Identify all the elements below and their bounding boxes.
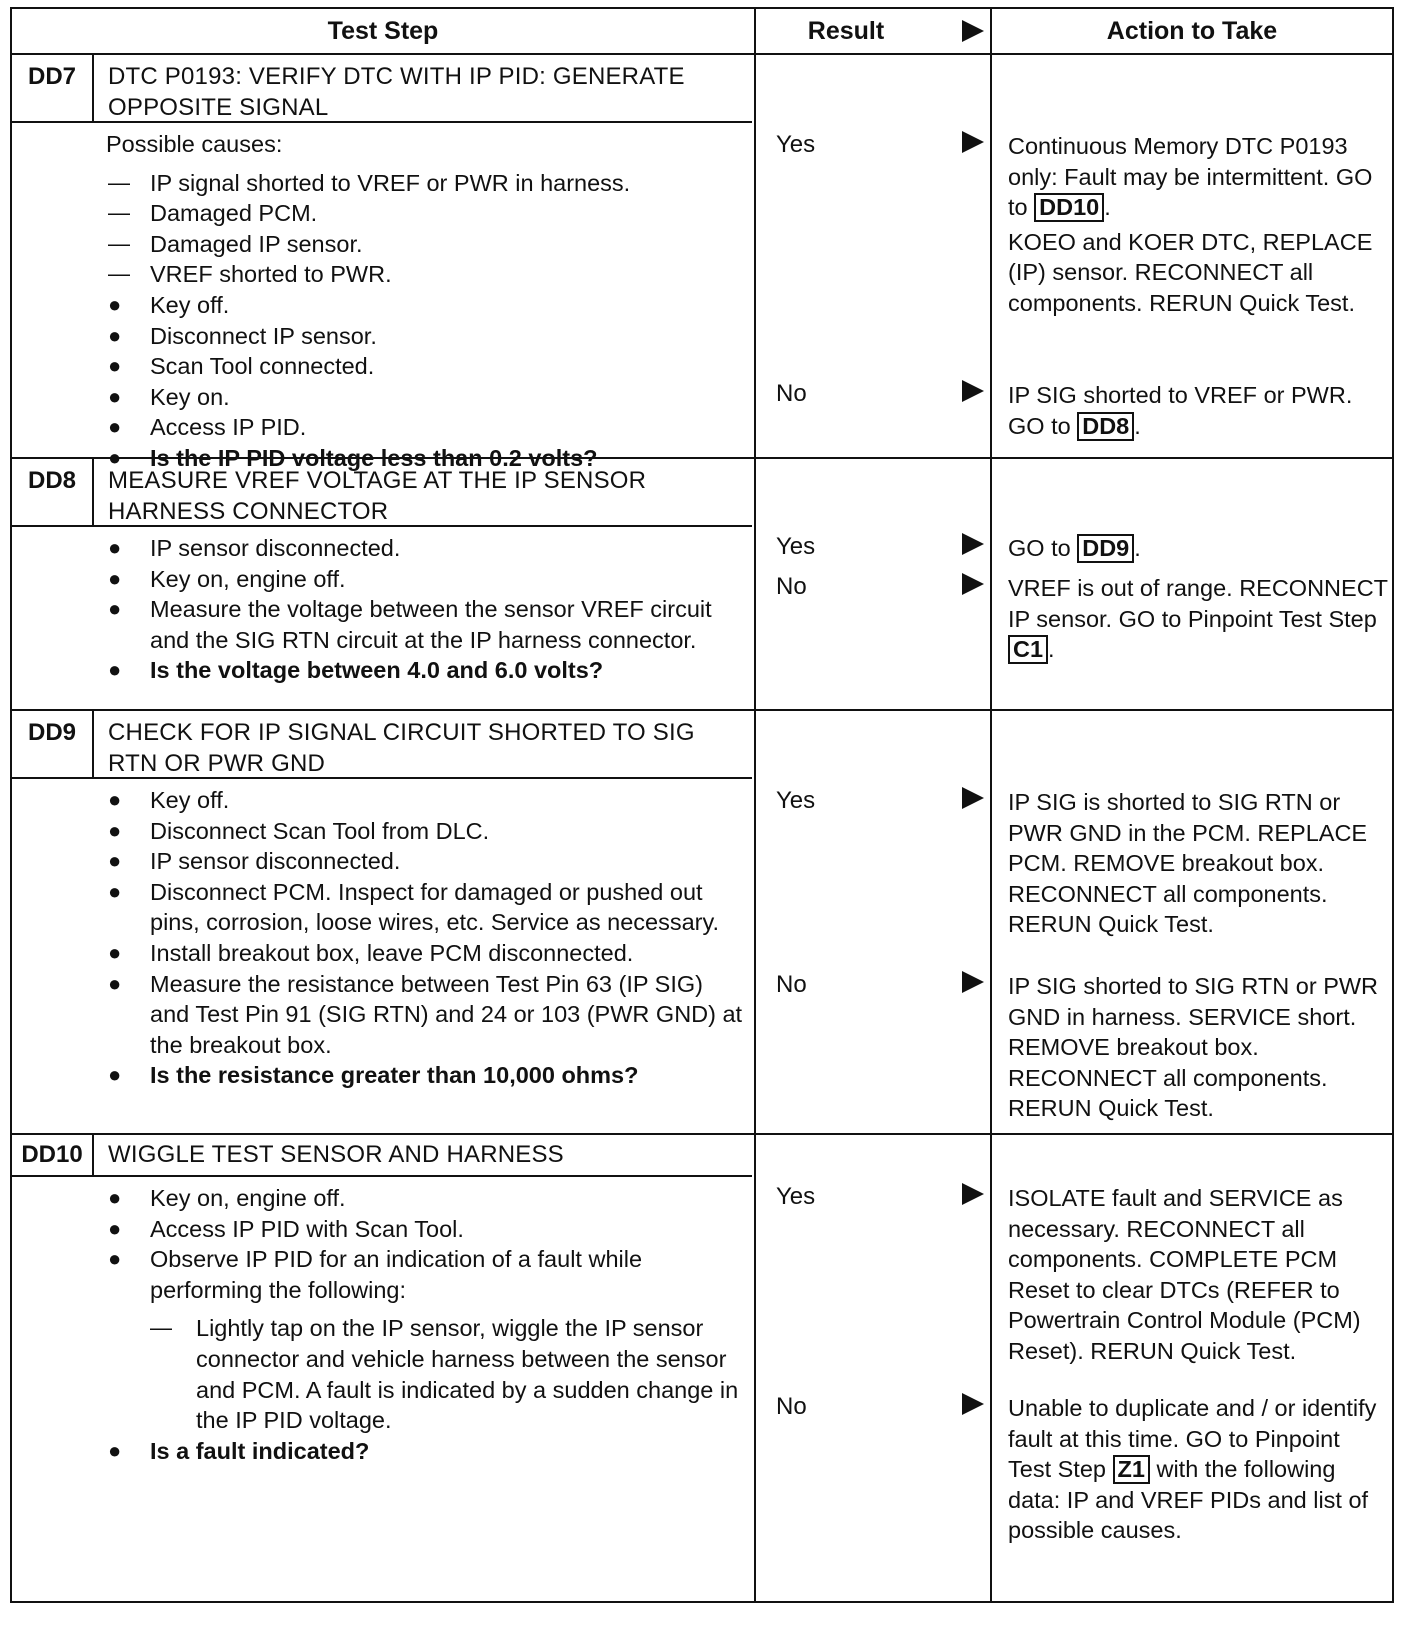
- list-item: ● Install breakout box, leave PCM disconnected.: [106, 938, 746, 969]
- ref-dd8[interactable]: DD8: [1077, 412, 1134, 441]
- bullet-icon: ●: [108, 444, 122, 470]
- ref-z1[interactable]: Z1: [1113, 1455, 1150, 1484]
- ref-c1[interactable]: C1: [1008, 635, 1048, 664]
- bullet-icon: ●: [108, 1437, 122, 1463]
- list-item: — IP signal shorted to VREF or PWR in harness.: [106, 168, 746, 199]
- list-item: ● Observe IP PID for an indication of a fault while performing the following:: [108, 1246, 643, 1303]
- dash-icon: —: [108, 230, 130, 256]
- bullet-icon: ●: [108, 565, 122, 591]
- table-header: [10, 7, 1394, 55]
- bullet-icon: ●: [108, 817, 122, 843]
- action-yes: GO to DD9 .: [1008, 535, 1141, 561]
- list-item: ● Access IP PID.: [106, 412, 746, 443]
- list-item: ● IP sensor disconnected.: [106, 533, 746, 564]
- step-title: WIGGLE TEST SENSOR AND HARNESS: [108, 1141, 564, 1168]
- bullet-icon: ●: [108, 535, 122, 560]
- bullet-icon: ●: [108, 322, 122, 348]
- step-id: DD10: [12, 1135, 94, 1175]
- step-body: [106, 785, 746, 1091]
- step-row-dd7: [10, 55, 1394, 471]
- result-yes: Yes: [776, 131, 816, 158]
- arrow-icon: [962, 1183, 984, 1205]
- bullet-icon: ●: [108, 1215, 122, 1241]
- action-yes: Continuous Memory DTC P0193 only: Fault may be intermittent. GO to DD10 . KOEO and KOER DTC, REPLACE (IP) sensor. RECONNECT all components. RERUN Quick Test.: [1008, 133, 1373, 316]
- action-yes: ISOLATE fault and SERVICE as necessary. RECONNECT all components. COMPLETE PCM Reset to clear DTCs (REFER to Powertrain Control Module (PCM) Reset). RERUN Quick Test.: [1008, 1185, 1361, 1364]
- step-id: DD9: [12, 711, 94, 777]
- bullet-icon: ●: [108, 383, 122, 409]
- arrow-icon: [962, 971, 984, 993]
- list-item: ● Key off.: [106, 785, 746, 816]
- bullet-icon: ●: [108, 414, 122, 440]
- step-row-dd9: [10, 711, 1394, 1135]
- result-yes: Yes: [776, 787, 816, 814]
- step-body: [106, 533, 746, 686]
- dash-icon: —: [150, 1315, 172, 1341]
- bullet-icon: ●: [108, 939, 122, 965]
- action-no: IP SIG shorted to SIG RTN or PWR GND in harness. SERVICE short. REMOVE breakout box. RECONNECT all components. RERUN Quick Test.: [1008, 973, 1379, 1122]
- step-row-dd10: [10, 1135, 1394, 1603]
- arrow-icon: [962, 533, 984, 555]
- bullet-icon: ●: [108, 787, 122, 812]
- list-item: ● Disconnect IP sensor.: [106, 321, 746, 352]
- arrow-icon: [962, 1393, 984, 1415]
- bullet-icon: ●: [108, 657, 122, 683]
- step-title: DTC P0193: VERIFY DTC WITH IP PID: GENERATE OPPOSITE SIGNAL: [108, 63, 685, 121]
- list-item: ● Key off.: [106, 290, 746, 321]
- ref-dd10[interactable]: DD10: [1034, 193, 1104, 222]
- diagnostic-test-table: [10, 7, 1394, 1603]
- list-item: ● Measure the voltage between the sensor VREF circuit and the SIG RTN circuit at the IP harness connector.: [108, 596, 712, 653]
- question-item: ● Is the IP PID voltage less than 0.2 volts?: [106, 443, 746, 474]
- arrow-icon: [962, 131, 984, 153]
- ref-dd9[interactable]: DD9: [1077, 534, 1134, 563]
- list-item: ● Key on, engine off.: [106, 1183, 746, 1214]
- arrow-icon: [962, 380, 984, 402]
- bullet-icon: ●: [108, 970, 122, 996]
- header-arrow-icon: [962, 20, 984, 42]
- action-no: VREF is out of range. RECONNECT IP sensor. GO to Pinpoint Test Step C1 .: [1008, 575, 1388, 663]
- action-no: Unable to duplicate and / or identify fault at this time. GO to Pinpoint Test Step Z1 with the following data: IP and VREF PIDs and list of possible causes.: [1008, 1395, 1377, 1544]
- bullet-icon: ●: [108, 1246, 122, 1272]
- result-no: No: [776, 380, 807, 407]
- list-item: ● IP sensor disconnected.: [106, 846, 746, 877]
- bullet-icon: ●: [108, 878, 122, 904]
- step-row-dd8: [10, 459, 1394, 711]
- result-no: No: [776, 573, 807, 600]
- dash-icon: —: [108, 261, 130, 287]
- dash-icon: —: [108, 200, 130, 226]
- header-action: Action to Take: [1106, 17, 1278, 45]
- list-item: ● Disconnect Scan Tool from DLC.: [106, 816, 746, 847]
- list-item: ● Key on, engine off.: [106, 564, 746, 595]
- result-yes: Yes: [776, 533, 816, 560]
- list-item: ● Scan Tool connected.: [106, 351, 746, 382]
- dash-icon: —: [108, 169, 130, 195]
- question-item: ● Is the voltage between 4.0 and 6.0 volts?: [106, 655, 746, 686]
- step-title: MEASURE VREF VOLTAGE AT THE IP SENSOR HARNESS CONNECTOR: [108, 467, 647, 525]
- arrow-icon: [962, 573, 984, 595]
- list-item: — Damaged IP sensor.: [106, 229, 746, 260]
- step-title: CHECK FOR IP SIGNAL CIRCUIT SHORTED TO SIG RTN OR PWR GND: [108, 719, 695, 777]
- bullet-icon: ●: [108, 1185, 122, 1210]
- step-id: DD7: [12, 55, 94, 121]
- step-body: [106, 1183, 746, 1466]
- action-no: IP SIG shorted to VREF or PWR. GO to DD8 .: [1008, 382, 1353, 439]
- bullet-icon: ●: [108, 291, 122, 317]
- list-item: ● Disconnect PCM. Inspect for damaged or pushed out pins, corrosion, loose wires, etc. Service as necessary.: [108, 878, 720, 936]
- question-item: ● Is the resistance greater than 10,000 ohms?: [106, 1060, 746, 1091]
- step-id: DD8: [12, 459, 94, 525]
- bullet-icon: ●: [108, 1062, 122, 1088]
- list-item: — VREF shorted to PWR.: [106, 259, 746, 290]
- question-item: ● Is a fault indicated?: [106, 1436, 746, 1467]
- result-no: No: [776, 1393, 807, 1420]
- list-item: — Damaged PCM.: [106, 198, 746, 229]
- action-yes: IP SIG is shorted to SIG RTN or PWR GND in the PCM. REPLACE PCM. REMOVE breakout box. RECONNECT all components. RERUN Quick Test.: [1008, 789, 1368, 938]
- list-item: ● Key on.: [106, 382, 746, 413]
- header-test-step: Test Step: [327, 17, 439, 45]
- step-body: [106, 129, 746, 474]
- list-item: ● Access IP PID with Scan Tool.: [106, 1214, 746, 1245]
- result-no: No: [776, 971, 807, 998]
- arrow-icon: [962, 787, 984, 809]
- result-yes: Yes: [776, 1183, 816, 1210]
- sub-list-item: — Lightly tap on the IP sensor, wiggle the IP sensor connector and vehicle harness between the sensor and PCM. A fault is indicated by a sudden change in the IP PID voltage.: [150, 1315, 739, 1434]
- bullet-icon: ●: [108, 848, 122, 874]
- bullet-icon: ●: [108, 353, 122, 379]
- possible-causes-label: Possible causes:: [106, 131, 283, 157]
- list-item: ● Measure the resistance between Test Pin 63 (IP SIG) and Test Pin 91 (SIG RTN) and 24 or 103 (PWR GND) at the breakout box.: [108, 970, 743, 1058]
- header-result: Result: [807, 17, 885, 45]
- bullet-icon: ●: [108, 596, 122, 622]
